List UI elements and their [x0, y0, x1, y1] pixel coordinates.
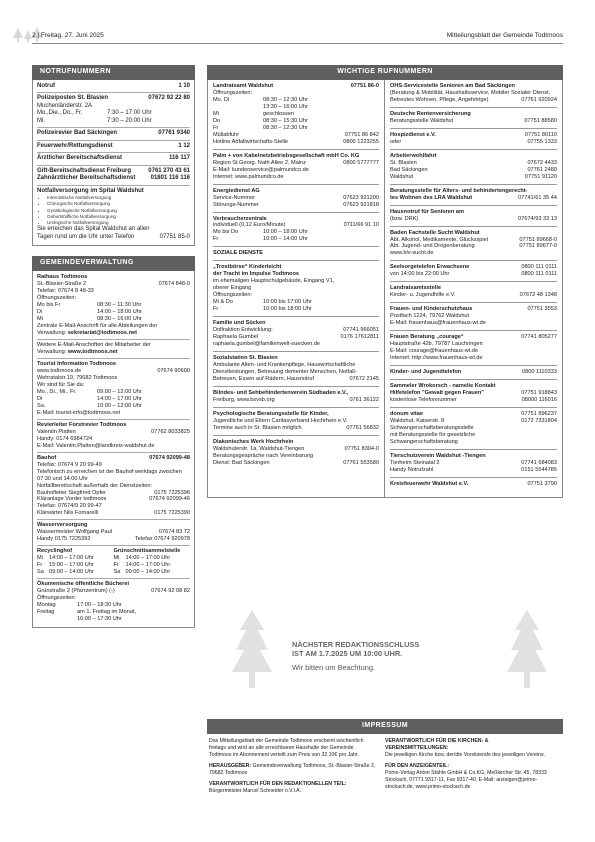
blinden-number: 0761 36122 — [349, 397, 379, 404]
sucht-line: Abt. Jugend- und Drogenberatung — [390, 243, 475, 250]
impressum-section — [207, 719, 563, 799]
feuerwehr-label: Feuerwehr/Rettungsdienst — [37, 142, 113, 149]
bauhof-number: 07674 92099-48 — [149, 454, 190, 461]
hours-day: Mi — [113, 555, 120, 562]
contact-number: 07623 921200 — [343, 194, 379, 201]
impressum-heading-label: VERANTWORTLICH FÜR DEN REDAKTIONELLEN TEIL: — [209, 780, 347, 787]
contact-number: 07623 921818 — [343, 201, 379, 208]
hausnotruf-number: 07674/93 33 13 — [518, 215, 557, 222]
hours-time: 09:00 – 12:00 Uhr — [97, 388, 142, 395]
bauhof-contact: Klärwärter Nils Fornarelli — [37, 510, 99, 517]
hours-time: 14:00 – 18:00 Uhr — [97, 308, 142, 315]
notice-line: Wir bitten um Beachtung. — [292, 662, 375, 672]
hours-time: 10:00 bis 17:00 Uhr — [263, 299, 312, 306]
spital-note: Sie erreichen das Spital Waldshut an allen — [37, 226, 150, 233]
rathaus-fax: Telefax: 07674 8 48-33 — [37, 287, 94, 294]
frauenhaus-number: 07751 3553 — [527, 306, 557, 313]
sozialstation-title: Sozialstation St. Blasien — [213, 355, 278, 362]
contact-label: Müllabfuhr — [213, 131, 240, 138]
header-divider — [32, 43, 563, 44]
zahnarzt-label: Zahnärztlicher Bereitschaftsdienst — [37, 175, 136, 182]
contact-label: Hotline Abfallwirtschafts-Stelle — [213, 138, 288, 145]
lra-title: Landratsamt Waldshut — [213, 82, 274, 89]
ohs-number: 07761 920924 — [521, 96, 557, 103]
sozialstation-number: 07672 2145 — [349, 376, 379, 383]
contact-number: 07751 86 842 — [344, 131, 379, 138]
impressum-text: Bürgermeister Marcel Schneider o.V.i.A. — [209, 787, 302, 794]
hours-day: Mi — [37, 555, 43, 562]
hours-time: 08:30 – 12:30 Uhr — [263, 96, 308, 103]
spital-number: 07751 85-0 — [159, 233, 190, 240]
hours-day: Sa. — [37, 402, 46, 409]
tierschutz-title: Tierschutzverein Waldshut -Tiengen — [390, 453, 486, 460]
hours-day: Freitag — [37, 609, 55, 616]
hospiz-line: oder — [390, 138, 402, 145]
frauenhaus-mail: E-Mail: frauenhaus@frauenhaus-wt.de — [390, 320, 486, 327]
familie-sub: Dolfraktion Entwicklung: — [213, 327, 273, 334]
bauhof-title: Bauhof — [37, 454, 57, 461]
wichtige-col-a — [208, 80, 385, 497]
blinden-title: Bilndes- und Sehbehindertenverein Südbaden e.V., — [213, 390, 349, 397]
courage-title: Frauen Beratung „courage“ — [390, 334, 464, 341]
hours-time: 14:00 – 17:00 Uhr — [97, 395, 142, 402]
hours-time: am 1. Freitag im Monat, — [77, 609, 137, 616]
hilfetelefon-number: 07751 918843 — [521, 390, 557, 397]
hours-day: Mo., Di., Mi., Fr. — [37, 388, 77, 395]
tourist-title: Tourist Information Todtmoos — [37, 360, 117, 367]
donum-line: Schwangerschaftsberatungsstelle — [390, 425, 474, 432]
hospiz-title: Hospizdienst e.V. — [390, 131, 436, 138]
diakonie-number: 07761 553580 — [343, 460, 379, 467]
hours-time: 10:00 – 14:00 Uhr — [263, 236, 308, 243]
hours-day: Mo bis Fr — [37, 301, 61, 308]
impressum-heading-label: HERAUSGEBER: — [209, 762, 252, 769]
hilfetelefon-number: 08000 116016 — [521, 397, 557, 404]
familie-mail: raphaela.gumbel@familienwelt-suecken.de — [213, 341, 321, 348]
frauenhaus-title: Frauen- und Kinderschutzhaus — [390, 306, 473, 313]
hausnotruf-title: Hausnotruf für Senioren am — [390, 208, 464, 215]
wasser-title: Wasserversorgung — [37, 522, 88, 529]
hours-time: 08:30 – 11:30 Uhr — [97, 301, 142, 308]
gruenschnitt-title: Grünschnittsammelstelle — [113, 548, 181, 555]
wohnen-title: Beratungsstelle für Alters- und behindertengerecht- — [390, 187, 528, 194]
familie-name: Raphaela Gumbel — [213, 334, 259, 341]
verbraucher-sub: individuell (0,12 Euro/Minute) — [213, 222, 286, 229]
spital-note: Tagen rund um die Uhr unter Telefon — [37, 233, 135, 240]
hours-time: 10:00 – 12:00 Uhr — [97, 402, 142, 409]
courage-line: Hauptstraße 42b, 79787 Lauchringen — [390, 341, 483, 348]
psy-line: Termine auch in St. Blasien möglich — [213, 425, 302, 432]
hours-day: Do — [213, 117, 221, 124]
impressum-heading-label: VERANTWORTLICH FÜR DIE KIRCHEN- & VEREINSMITTEILUNGEN: — [385, 737, 489, 751]
central-mail-note: Verwaltung: — [37, 329, 67, 336]
impressum-text: Das Mitteilungsblatt der Gemeinde Todtmoos erscheint wöchentlich freitags und wird an alle erreichbaren Haushalte der Gemeinde Todtmoos im Abonnement verteilt zum Preis von 32,10€ pro Jahr. — [209, 737, 364, 758]
list-item: • Geburtshilfliche Notfallversorgung — [47, 214, 190, 220]
sozialstation-line: Ambulante Alten- und Krankenpflege, Hauswirtschaftliche — [213, 362, 356, 369]
polizei-hours-time: 7:30 – 20:00 Uhr — [107, 117, 152, 124]
tourist-address: Wehratalstr.19, 79682 Todtmoos — [37, 374, 118, 381]
psy-line: Jugendliche und Eltern Caritasverband Hochrhein e.V. — [213, 418, 348, 425]
trost-hours-label: Öffnungszeiten: — [213, 292, 253, 299]
bauhof-contact-number: 0175 7225390 — [154, 510, 190, 517]
awo-number: 07672 4433 — [527, 159, 557, 166]
hours-day: Mi & Do — [213, 299, 233, 306]
seelsorge-line: von 14:00 bis 22:00 Uhr — [390, 271, 450, 278]
trost-line: im ehemaligen Hauptschulgebäude, Eingang V1, — [213, 278, 335, 285]
hilfetelefon-line: kostenlose Telefonnummer — [390, 397, 457, 404]
hours-time: 15:00 – 17:00 Uhr — [49, 562, 94, 569]
notruf-box — [32, 80, 195, 246]
energie-title: Energiedienst AG — [213, 187, 260, 194]
diakonie-line: Beratungsgespräche nach Vereinbarung — [213, 453, 314, 460]
polizei-address: Muchenländerstr. 2A — [37, 102, 93, 109]
page-header — [32, 30, 563, 42]
familie-title: Familie und Sücken — [213, 320, 266, 327]
wasser-number: 07674 83 72 — [158, 529, 190, 536]
wichtige-col-b — [385, 80, 562, 497]
donum-line: mit Beratungsstelle für gesetzliche — [390, 432, 476, 439]
polizei-hours-days: Mi. — [37, 117, 45, 124]
donum-number: 07751 896237 — [521, 411, 557, 418]
forst-number: 07762 8033825 — [151, 428, 190, 435]
bauhof-contact-number: 07674 92099-46 — [149, 496, 190, 503]
kindertelefon-title: Kinder- und Jugendtelefon — [390, 369, 462, 376]
trost-title: „Trostbörse“ Kinderleicht — [213, 264, 282, 271]
trost-title: der Tracht im Impulse Todtmoos — [213, 271, 299, 278]
hours-day: Mi — [37, 315, 43, 322]
rathaus-hours-label: Öffnungszeiten: — [37, 294, 77, 301]
buecherei-title: Ökumenische öffentliche Bücherei — [37, 581, 130, 588]
seelsorge-number: 0800 111 0111 — [521, 271, 557, 278]
hospiz-number: 07755 1333 — [527, 138, 557, 145]
notruf-number: 1 10 — [178, 82, 190, 89]
hours-day: Di — [37, 395, 43, 402]
wasser-fax: Telefax 07674 920978 — [134, 536, 190, 543]
bauhof-contact: Kläranlage Vorder todtmoos — [37, 496, 107, 503]
psy-title: Psychologische Beratungsstelle für Kinder, — [213, 411, 329, 418]
hours-day: Mo bis Do — [213, 229, 239, 236]
courage-number: 07741 805277 — [521, 334, 557, 341]
drv-title: Deutsche Rentenversicherung — [390, 110, 471, 117]
forst-name: Valentin Platten — [37, 428, 76, 435]
hours-day: Di — [37, 308, 43, 315]
awo-place: Bad Säckingen — [390, 166, 428, 173]
central-mail-note: Zentrale E-Mail-Anschrift für alle Abteilungen der — [37, 322, 158, 329]
jugendhilfe-title: Landratsamtsstelle — [390, 285, 441, 292]
more-mail-note: Verwaltung: — [37, 348, 67, 355]
left-column — [32, 65, 195, 628]
list-item: • Internistische Notfallversorgung — [47, 195, 190, 201]
impressum-text: Gemeindeverwaltung Todtmoos, St.-Blasier-Straße 2, 79682 Todtmoos — [209, 762, 376, 776]
donum-title: donum vitae — [390, 411, 423, 418]
hours-day: Mo. Di — [213, 96, 230, 103]
hours-time: 14:00 – 17:00 Uhr — [49, 555, 94, 562]
awo-place: Waldshut — [390, 173, 414, 180]
bauhof-contact-number: 0175 7225396 — [154, 489, 190, 496]
tourist-mail: E-Mail: tourist-info@todtmoos.net — [37, 409, 121, 416]
header-title: Mitteilungsblatt der Gemeinde Todtmoos — [446, 31, 563, 39]
impressum-text: Die jeweiligen Kirche bzw. der/die Vorsitzende des jeweiligen Vereins. — [385, 751, 546, 758]
diakonie-line: Waldshuterstr. 1a, Waldshut-Tiengen — [213, 446, 305, 453]
wasser-name: Wassermeister Wolfgang Paul — [37, 529, 112, 536]
familie-number: 07741 966051 — [343, 327, 379, 334]
hours-day: Montag — [37, 602, 56, 609]
hours-day: Sa — [113, 569, 121, 576]
wasser-handy: Handy 0175 7225392 — [37, 536, 91, 543]
awo-number: 07751 91120 — [524, 173, 557, 180]
tierschutz-number: 0151 5544785 — [521, 467, 557, 474]
list-item: • Urologische Notfallversorgung — [47, 220, 190, 226]
sucht-web: www.blv-sucht.de — [390, 250, 434, 257]
rathaus-title: Rathaus Todtmoos — [37, 273, 88, 280]
contact-label: Störungs-Nummer — [213, 201, 259, 208]
sucht-number: 07751 89668-0 — [519, 236, 557, 243]
hours-time: 17:00 – 18:30 Uhr — [77, 602, 122, 609]
more-mail-note: Weitere E-Mail-Anschriften der Mitarbeiter der — [37, 341, 151, 348]
forst-title: Revierleiter Forstrevier Todtmoos — [37, 421, 127, 428]
hours-time: 08:30 – 16:00 Uhr — [97, 315, 142, 322]
arzt-number: 116 117 — [168, 155, 190, 162]
buecherei-number: 07674 92 08 82 — [151, 588, 190, 595]
wohnen-title: tes Wohnen des LRA Waldshut — [390, 194, 473, 201]
polizei-hours-days: Mo.,Die., Do., Fr. — [37, 110, 83, 117]
awo-place: St. Blasien — [390, 159, 417, 166]
hours-time: 10:00 – 18:00 Uhr — [263, 229, 308, 236]
donum-line: Waldshut, Kaiserstr. 8 — [390, 418, 445, 425]
palm-mail: E-Mail: kundenservice@palmundco.de — [213, 166, 309, 173]
tree-icon — [232, 610, 272, 690]
contact-number: 0800 1223255 — [343, 138, 379, 145]
tierschutz-number: 07741 684083 — [521, 460, 557, 467]
hours-time: 10:00 bis 18:00 Uhr — [263, 306, 312, 313]
lra-hours-label: Öffnungszeiten: — [213, 89, 253, 96]
drv-line: Beratungsstelle Waldshut — [390, 117, 454, 124]
palm-title: Palm + von Kabelnetzbetriebsgesellschaft mbH Co. KG — [213, 152, 360, 159]
zahnarzt-number: 01801 116 116 — [150, 175, 190, 182]
awo-number: 07761 2480 — [527, 166, 557, 173]
ohs-title: OHS-Servicestelle Senioren am Bad Säckingen — [390, 82, 515, 89]
tourist-web-link[interactable]: www.todtmoos.de — [37, 367, 82, 374]
bauhof-contact: Bauhofleiter Siegfried Opfer — [37, 489, 107, 496]
diakonie-number: 07751 8304-0 — [344, 446, 379, 453]
hours-day: Fr — [37, 562, 43, 569]
seelsorge-title: Seelsorgetelefon Erwachsene — [390, 264, 470, 271]
gift-label: Gift-Bereitschaftsdienst Freiburg — [37, 167, 132, 174]
donum-number: 0172 7331804 — [521, 418, 557, 425]
tourist-open-label: Wir sind für Sie da: — [37, 381, 85, 388]
bauhof-contact: Telefax: 07674/9 20 99-47 — [37, 503, 102, 510]
notice-line: IST AM 1.7.2025 UM 10:00 UHR. — [292, 649, 403, 659]
tree-icon — [507, 610, 547, 690]
hours-day: Fr — [113, 562, 119, 569]
sozialstation-line: Betreuen, Essen auf Rädern, Hausnotruf — [213, 376, 315, 383]
right-column — [207, 65, 563, 498]
redaktionsschluss-notice — [207, 640, 563, 700]
jugendhilfe-line: Kinder- u. Jugendhilfe e.V. — [390, 292, 456, 299]
polizei-label: Polizeiposten St. Blasien — [37, 95, 109, 102]
hours-time: 16:00 – 17:30 Uhr — [77, 616, 122, 623]
hours-time: 14:00 – 17:00 Uhr — [125, 555, 171, 562]
hours-time: 09:00 – 14:00 Uhr — [125, 569, 171, 576]
kindertelefon-number: 0800 1110333 — [522, 369, 557, 376]
trost-line: oberer Eingang — [213, 285, 252, 292]
psy-number: 07761 56832 — [346, 425, 379, 432]
hours-time: 09:00 – 14:00 Uhr — [49, 569, 94, 576]
forst-mail: E-Mail: Valentin.Platten@landkreis-waldshut.de — [37, 442, 155, 449]
drv-number: 07751 88580 — [524, 117, 557, 124]
bauhof-emergency-label: Notfallbereitschaft außerhalb der Dienstzeiten: — [37, 482, 153, 489]
sucht-number: 07751 89677-0 — [519, 243, 557, 250]
lra-number: 07751 86-0 — [350, 82, 379, 89]
hours-day: Fr — [213, 236, 219, 243]
courage-web: Internet: http://www.frauenhaus-wt.de — [390, 355, 483, 362]
rathaus-address: St.-Blasier-Straße 2 — [37, 280, 87, 287]
bauhof-note: Telefonisch zu erreichen ist der Bauhof werktags zwischen 07:30 und 14:00 Uhr — [37, 468, 182, 482]
forst-handy: Handy: 0174 6984724 — [37, 435, 93, 442]
list-item: • Chirurgische Notfallversorgung — [47, 201, 190, 207]
palm-number: 0800 5777777 — [343, 159, 379, 166]
notruf-label: Notruf — [37, 82, 55, 89]
website-link[interactable]: www.todtmoos.net — [67, 348, 118, 355]
header-date: 2 | Freitag, 27. Juni 2025 — [32, 31, 104, 39]
familie-number: 0176 17612811 — [340, 334, 379, 341]
palm-address: Region St.Georg. Nath Allee 2, Mainz — [213, 159, 306, 166]
sucht-title: Baden Fachstelle Sucht Waldshut — [390, 229, 480, 236]
contact-label: Service-Nummer — [213, 194, 255, 201]
list-item: • Gynäkologische Notfallversorgung — [47, 208, 190, 214]
sozialstation-line: Dienstleistungen, Betreuung dementer Menschen, Notfall- — [213, 369, 357, 376]
verbraucher-number: 0711/66 91 10 — [343, 222, 379, 229]
frauenhaus-line: Postfach 1224, 79762 Waldshut — [390, 313, 470, 320]
hospiz-number: 07751 80110 — [524, 131, 557, 138]
donum-line: Schwangerschaftsberatung — [390, 439, 458, 446]
gift-number: 0761 270 43 61 — [148, 167, 190, 174]
polizei-hours-time: 7:30 – 17:00 Uhr — [107, 110, 152, 117]
bauhof-fax: Telefax: 07674 9 20 99-49 — [37, 461, 102, 468]
tierschutz-line: Handy Notrufzahl — [390, 467, 434, 474]
kreisfeuerwehr-title: Kreisfeuerwehr Waldshut e.V. — [390, 481, 469, 488]
hours-day: Mi — [213, 110, 219, 117]
hours-day: Fr — [213, 306, 219, 313]
sucht-line: Abt. Alkohol, Medikamente, Glücksspiel — [390, 236, 488, 243]
verbraucher-title: Verbraucherzentrale — [213, 215, 267, 222]
hours-day: Sa — [37, 569, 44, 576]
notice-line: NÄCHSTER REDAKTIONSSCHLUSS — [292, 640, 420, 649]
spital-label: Notfallversorgung im Spital Waldshut — [37, 187, 144, 194]
diakonie-title: Diakonisches Werk Hochrhein — [213, 439, 294, 446]
hours-time: 14:00 – 17:00 Uhr — [125, 562, 171, 569]
notruf-heading: NOTRUFNUMMERN — [32, 65, 195, 80]
wohnen-number: 07741/61 35 44 — [518, 194, 557, 201]
ohs-line: Betreutes Wohnen, Pflege, Angehörige) — [390, 96, 489, 103]
hours-day: Fr — [213, 124, 219, 131]
spital-list — [47, 195, 190, 226]
diakonie-line: Dienst: Bad Säckingen — [213, 460, 270, 467]
recycling-title: Recyclinghof — [37, 548, 73, 555]
hours-time: geschlossen — [263, 110, 295, 117]
wichtige-heading: WICHTIGE RUFNUMMERN — [207, 65, 563, 80]
impressum-text: Primo-Verlag Anton Stähle GmbH & Co.KG, Meßkircher Str. 45, 78333 Stockach, 07771 9317-11, Fax 9317-40, E-Mail: anzeigen@primo-stockach.de, www.primo-stockach.de — [385, 769, 547, 790]
seelsorge-number: 0800 111 0111 — [521, 264, 557, 271]
hausnotruf-line: (bzw. DRK) — [390, 215, 419, 222]
blinden-line: Freiburg, www.bsvsb.org — [213, 397, 275, 404]
courage-mail: E-Mail: courage@frauenhaus-wt.de — [390, 348, 479, 355]
soziale-dienste-title: SOZIALE DIENSTE — [213, 250, 264, 257]
tierschutz-line: Tierheim Steinatal 2 — [390, 460, 440, 467]
awo-title: Arbeiterwohlfahrt — [390, 152, 437, 159]
wichtige-box — [207, 80, 563, 498]
kreisfeuerwehr-number: 07751 3790 — [527, 481, 557, 488]
buecherei-address: Grünstraße 2 (Pfarrzentrum) (-) — [37, 588, 115, 595]
jugendhilfe-number: 07672 48 1348 — [519, 292, 557, 299]
arzt-label: Ärztlicher Bereitschaftsdienst — [37, 155, 123, 162]
saeckingen-number: 07761 9340 — [158, 130, 190, 137]
polizei-number: 07672 92 22 80 — [148, 95, 190, 102]
gemeinde-heading: GEMEINDEVERWALTUNG — [32, 256, 195, 271]
hours-time: 13:30 – 16:00 Uhr — [263, 103, 308, 110]
buecherei-open-label: Öffnungszeiten: — [37, 595, 77, 602]
gemeinde-box — [32, 271, 195, 628]
rathaus-number: 07674 848-0 — [158, 280, 190, 287]
ohs-line: (Beratung & Mobilität, Haushaltsservice, Mobiler Sozialer Dienst, — [390, 89, 551, 96]
central-mail-link[interactable]: sekretariat@todtmoos.net — [67, 329, 137, 336]
hilfetelefon-title: Sammeler Wrokorsch - namelie Kontakt — [390, 383, 496, 390]
hilfetelefon-title: Hilfetelefon "Gewalt gegen Frauen" — [390, 390, 484, 397]
feuerwehr-number: 1 12 — [178, 142, 190, 149]
hours-time: 08:30 – 12:30 Uhr — [263, 124, 308, 131]
impressum-heading: IMPRESSUM — [207, 719, 563, 734]
tourist-number: 07674 90600 — [157, 367, 190, 374]
impressum-heading-label: FÜR DEN ANZEIGENTEIL: — [385, 762, 450, 769]
saeckingen-label: Polizeirevier Bad Säckingen — [37, 130, 118, 137]
palm-web: Internet: www.palmundco.de — [213, 173, 284, 180]
hours-time: 08:30 – 15:30 Uhr — [263, 117, 308, 124]
